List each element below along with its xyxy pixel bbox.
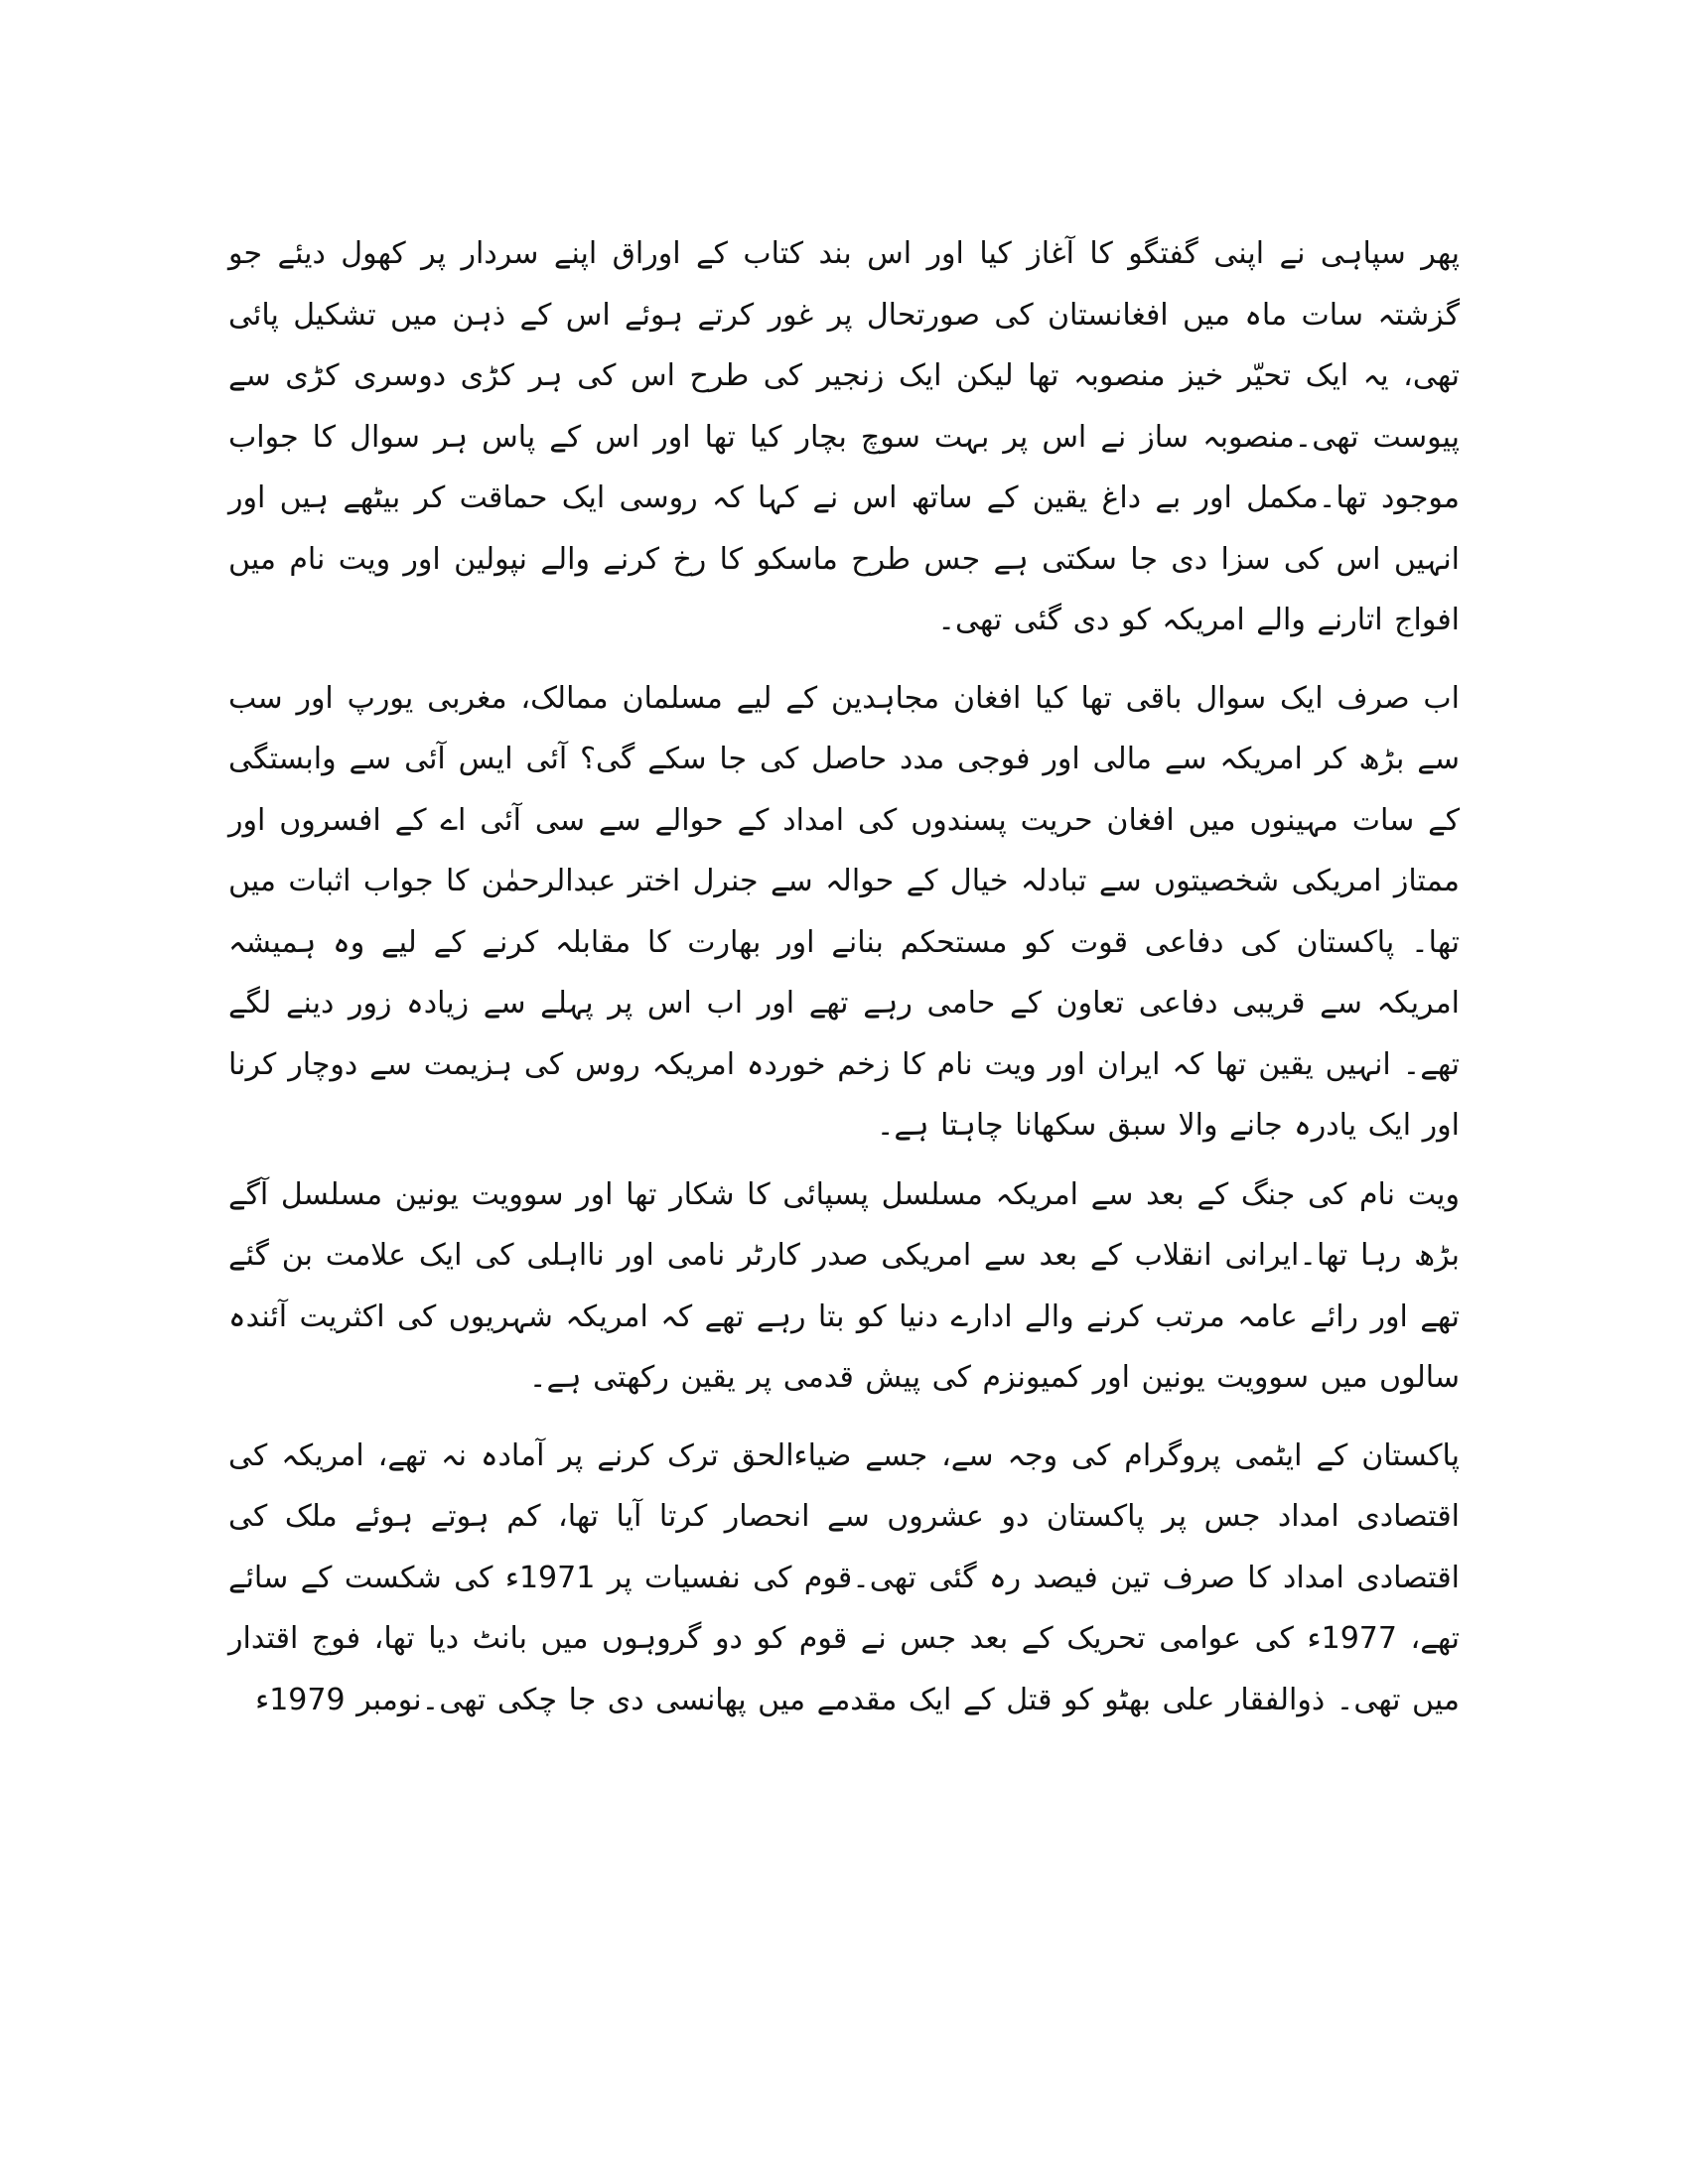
paragraph-4: پاکستان کے ایٹمی پروگرام کی وجہ سے، جسے ضیاءالحق ترک کرنے پر آمادہ نہ تھے، امریکہ کی اقتصادی امداد جس پر پاکستان دو عشروں سے انحصار کرتا آیا تھا، کم ہوتے ہوئے ملک کی اقتصادی امداد کا صرف تین فیصد رہ گئی تھی۔قوم کی نفسیات پر 1971ء کی شکست کے سائے تھے، 1977ء کی عوامی تحریک کے بعد جس نے قوم کو دو گروہوں میں بانٹ دیا تھا، فوج اقتدار میں تھی۔ ذوالفقار علی بھٹو کو قتل کے ایک مقدمے میں پھانسی دی جا چکی تھی۔نومبر 1979ء [228,1437,1460,1717]
paragraph-1: پھر سپاہی نے اپنی گفتگو کا آغاز کیا اور اس بند کتاب کے اوراق اپنے سردار پر کھول دیئے جو گزشتہ سات ماہ میں افغانستان کی صورتحال پر غور کرتے ہوئے اس کے ذہن میں تشکیل پائی تھی، یہ ایک تحیّر خیز منصوبہ تھا لیکن ایک زنجیر کی طرح اس کی ہر کڑی دوسری کڑی سے پیوست تھی۔منصوبہ ساز نے اس پر بہت سوچ بچار کیا تھا اور اس کے پاس ہر سوال کا جواب موجود تھا۔مکمل اور بے داغ یقین کے ساتھ اس نے کہا کہ روسی ایک حماقت کر بیٹھے ہیں اور انہیں اس کی سزا دی جا سکتی ہے جس طرح ماسکو کا رخ کرنے والے نپولین اور ویت نام میں افواج اتارنے والے امریکہ کو دی گئی تھی۔ [228,236,1460,637]
paragraph-3: ویت نام کی جنگ کے بعد سے امریکہ مسلسل پسپائی کا شکار تھا اور سوویت یونین مسلسل آگے بڑھ رہا تھا۔ایرانی انقلاب کے بعد سے امریکی صدر کارٹر نامی اور نااہلی کی ایک علامت بن گئے تھے اور رائے عامہ مرتب کرنے والے ادارے دنیا کو بتا رہے تھے کہ امریکہ شہریوں کی اکثریت آئندہ سالوں میں سوویت یونین اور کمیونزم کی پیش قدمی پر یقین رکھتی ہے۔ [228,1176,1460,1395]
document-page [228,223,1460,1730]
paragraph-2: اب صرف ایک سوال باقی تھا کیا افغان مجاہدین کے لیے مسلمان ممالک، مغربی یورپ اور سب سے بڑھ کر امریکہ سے مالی اور فوجی مدد حاصل کی جا سکے گی؟ آئی ایس آئی سے وابستگی کے سات مہینوں میں افغان حریت پسندوں کی امداد کے حوالے سے سی آئی اے کے افسروں اور ممتاز امریکی شخصیتوں سے تبادلہ خیال کے حوالہ سے جنرل اختر عبدالرحمٰن کا جواب اثبات میں تھا۔ پاکستان کی دفاعی قوت کو مستحکم بنانے اور بھارت کا مقابلہ کرنے کے لیے وہ ہمیشہ امریکہ سے قریبی دفاعی تعاون کے حامی رہے تھے اور اب اس پر پہلے سے زیادہ زور دینے لگے تھے۔ انہیں یقین تھا کہ ایران اور ویت نام کا زخم خوردہ امریکہ روس کی ہزیمت سے دوچار کرنا اور ایک یادرہ جانے والا سبق سکھانا چاہتا ہے۔ [228,680,1460,1143]
